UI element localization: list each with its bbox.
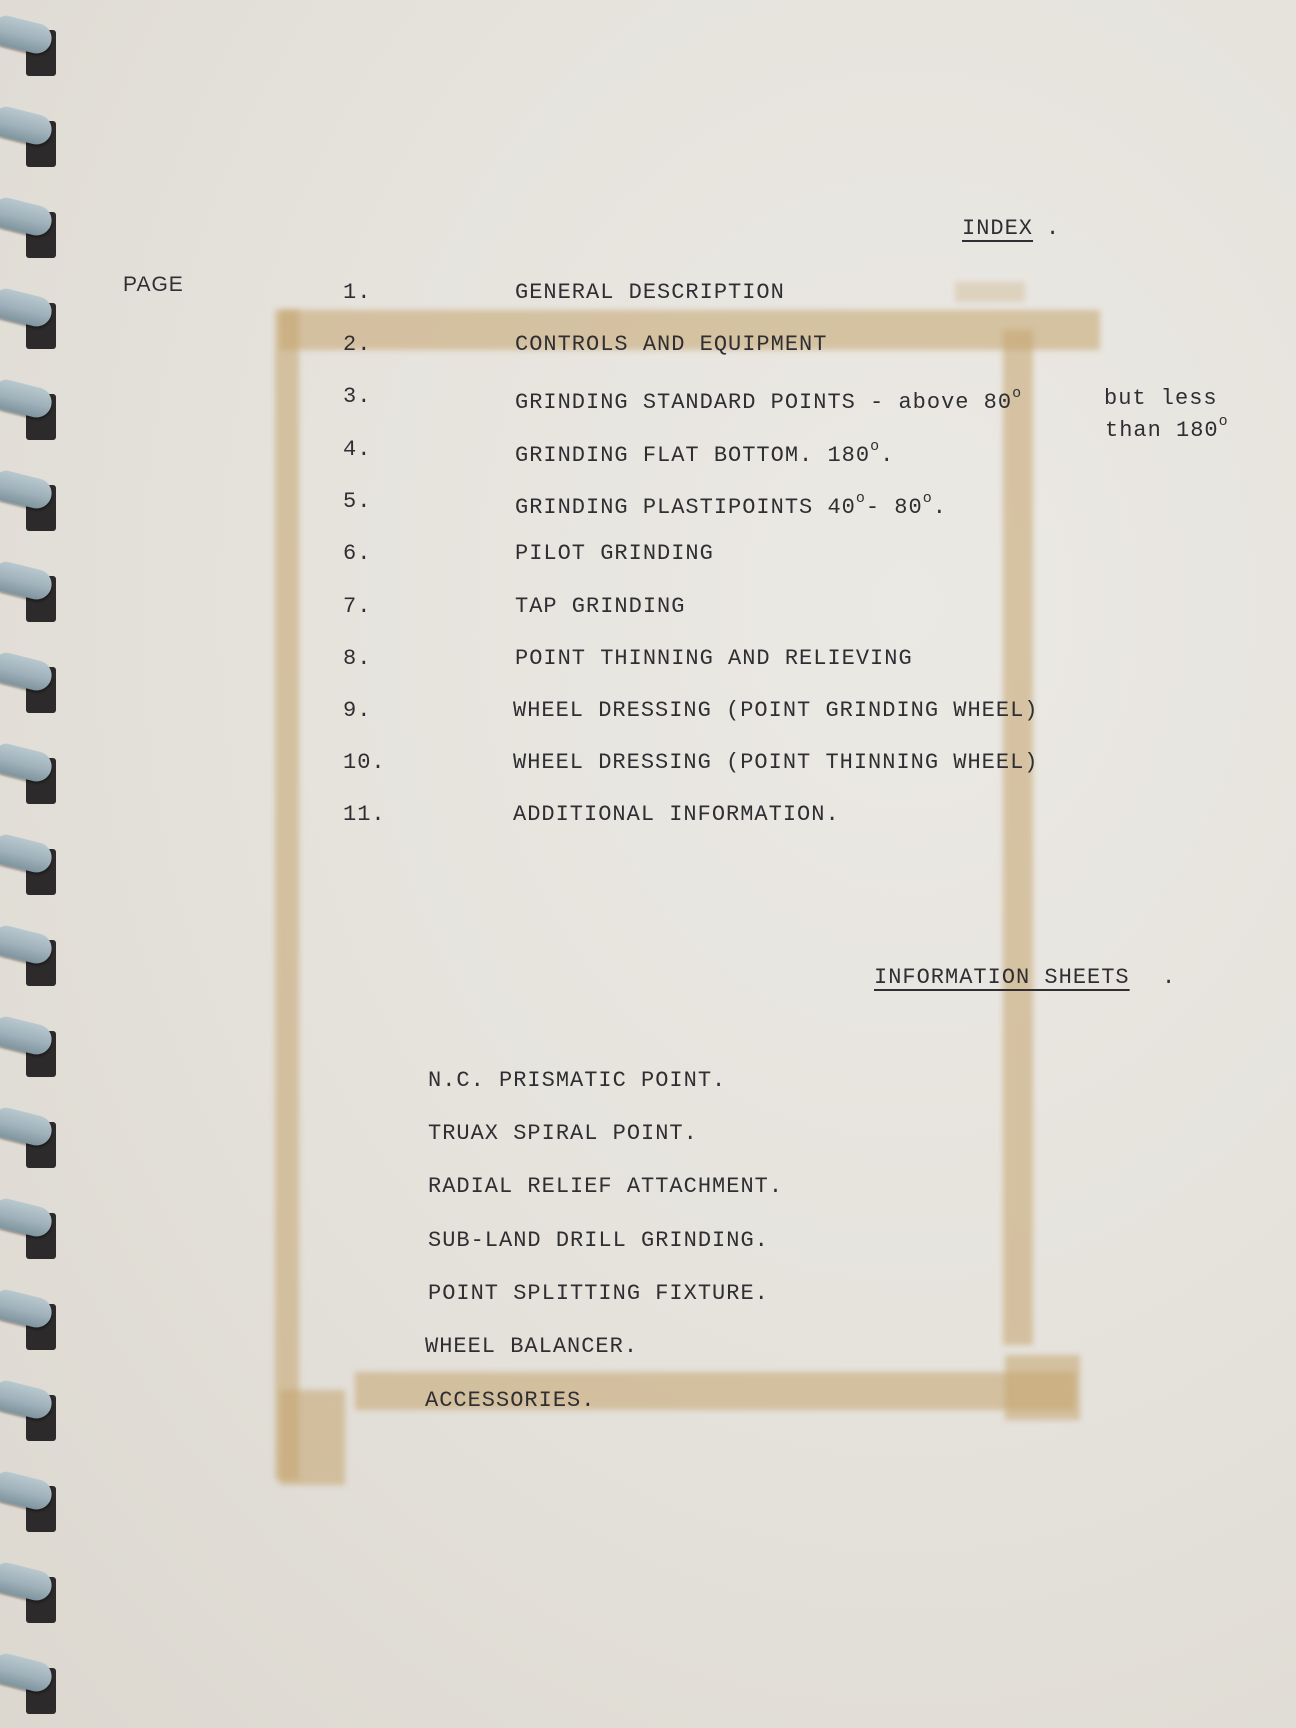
info-sheet-item: POINT SPLITTING FIXTURE.: [428, 1281, 769, 1306]
index-entry-title: [515, 386, 1022, 414]
index-entry-title: [513, 804, 840, 826]
info-sheet-item: N.C. PRISMATIC POINT.: [428, 1068, 727, 1093]
index-entry-title: [515, 282, 785, 304]
index-entry-title: [515, 439, 894, 467]
index-entry-number: 7.: [343, 594, 372, 619]
tape-stain-bottom-right: [1005, 1355, 1080, 1420]
index-entry-number: 5.: [343, 489, 372, 514]
index-entry-title: [515, 596, 685, 618]
index-entry-title-text: TAP GRINDING: [515, 594, 686, 619]
index-entry-title-continuation-text: than 180: [1105, 418, 1219, 443]
tape-stain-left: [275, 310, 299, 1480]
index-entry-title-tail: but less: [1104, 386, 1218, 411]
index-heading: INDEX: [962, 216, 1034, 241]
index-entry-number: 4.: [343, 437, 372, 462]
degree-symbol: o: [1218, 413, 1229, 430]
page-label: PAGE: [123, 273, 184, 296]
index-entry-title: [515, 334, 827, 356]
index-entry-title-text: GRINDING PLASTIPOINTS 40: [515, 495, 856, 520]
index-entry-title-text: WHEEL DRESSING (POINT THINNING WHEEL): [513, 750, 1039, 775]
index-entry-number: 2.: [343, 332, 372, 357]
index-entry-title-text: POINT THINNING AND RELIEVING: [515, 646, 913, 671]
index-entry-number: 11.: [343, 802, 386, 827]
index-entry-number: 8.: [343, 646, 372, 671]
degree-symbol: o: [1012, 385, 1023, 402]
info-sheet-item: ACCESSORIES.: [425, 1388, 596, 1413]
index-entry-number: 3.: [343, 384, 372, 409]
index-entry-title-mid: - 80: [865, 495, 923, 520]
index-entry-number: 6.: [343, 541, 372, 566]
info-sheet-item: SUB-LAND DRILL GRINDING.: [428, 1228, 769, 1253]
degree-symbol: o: [855, 490, 866, 507]
index-entry-number: 10.: [343, 750, 386, 775]
info-sheet-item: TRUAX SPIRAL POINT.: [428, 1121, 698, 1146]
index-entry-title-text: GENERAL DESCRIPTION: [515, 280, 785, 305]
index-entry-title: [513, 752, 1038, 774]
info-sheets-heading-period: .: [1162, 965, 1177, 990]
index-heading-period: .: [1046, 216, 1061, 241]
index-entry-title-text: PILOT GRINDING: [515, 541, 714, 566]
index-entry-title-text: ADDITIONAL INFORMATION.: [513, 802, 840, 827]
spiral-binding: [0, 0, 70, 1728]
index-entry-number: 9.: [343, 698, 372, 723]
index-entry-title-text: GRINDING FLAT BOTTOM. 180: [515, 443, 871, 468]
index-entry-number: 1.: [343, 280, 372, 305]
info-sheet-item: WHEEL BALANCER.: [425, 1334, 639, 1359]
index-entry-title-tail: .: [880, 443, 895, 468]
info-sheets-heading: INFORMATION SHEETS: [874, 965, 1130, 990]
tape-stain-right: [1003, 330, 1033, 1345]
info-sheet-item: RADIAL RELIEF ATTACHMENT.: [428, 1174, 784, 1199]
index-entry-title: [515, 648, 913, 670]
index-entry-title: [515, 543, 714, 565]
index-entry-title-tail: .: [932, 495, 947, 520]
tape-stain-top-small: [955, 282, 1025, 302]
degree-symbol: o: [870, 438, 881, 455]
index-entry-title-continuation: [1105, 414, 1229, 442]
index-entry-title: [515, 491, 947, 519]
tape-stain-bottom-left: [280, 1390, 345, 1485]
index-entry-title-text: GRINDING STANDARD POINTS - above 80: [515, 390, 1013, 415]
index-entry-title-text: CONTROLS AND EQUIPMENT: [515, 332, 828, 357]
index-entry-title: [513, 700, 1038, 722]
index-entry-title-text: WHEEL DRESSING (POINT GRINDING WHEEL): [513, 698, 1039, 723]
degree-symbol: o: [922, 490, 933, 507]
